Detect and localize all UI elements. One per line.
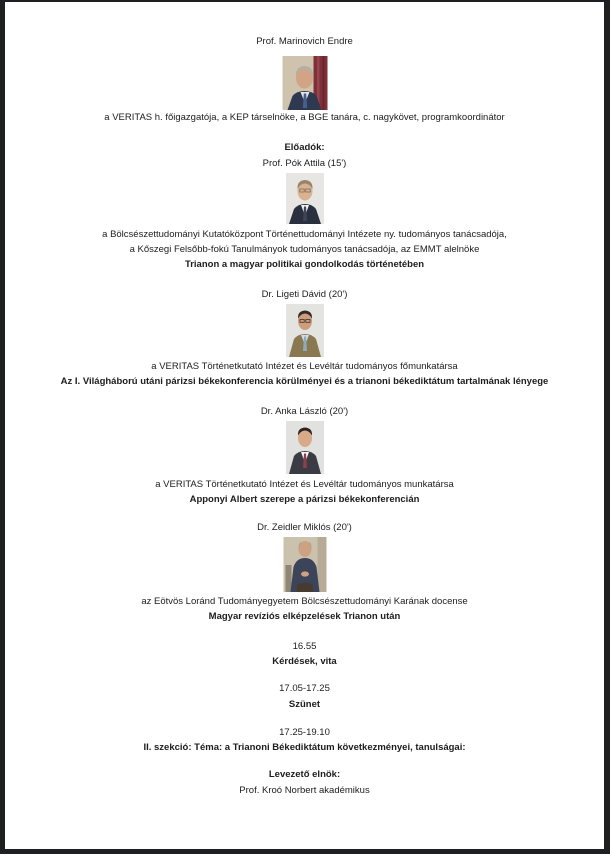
speaker-affiliation-line: a Bölcsészettudományi Kutatóközpont Történettudományi Intézete ny. tudományos tanácsadója, (102, 229, 507, 240)
speaker-name-pok-attila: Prof. Pók Attila (15') (262, 158, 347, 169)
schedule-time: 17.25-19.10 (279, 727, 330, 738)
speaker-name-ligeti-david: Dr. Ligeti Dávid (20') (261, 289, 348, 300)
schedule-event: II. szekció: Téma: a Trianoni Békediktátum következményei, tanulságai: (143, 742, 466, 753)
speaker-photo-anka-laszlo (286, 421, 324, 474)
talk-title-anka-laszlo: Apponyi Albert szerepe a párizsi békekonferencián (189, 494, 420, 505)
schedule-event: Szünet (288, 699, 321, 710)
moderator-name: Prof. Marinovich Endre (256, 36, 353, 47)
closing-chair-heading: Levezető elnök: (268, 769, 341, 780)
portrait-zeidler-miklos-image (283, 537, 326, 592)
document-page (5, 2, 604, 849)
talk-title-zeidler-miklos: Magyar revíziós elképzelések Trianon után (208, 611, 401, 622)
speaker-photo-pok-attila (286, 173, 324, 224)
speaker-affiliation-line: az Eötvös Loránd Tudományegyetem Bölcsészettudományi Karának docense (141, 596, 468, 607)
schedule-time: 16.55 (292, 641, 317, 652)
schedule-event: Kérdések, vita (272, 656, 337, 667)
portrait-marinovich-endre-image (282, 56, 327, 110)
talk-title-ligeti-david: Az I. Világháború utáni párizsi békekonferencia körülményei és a trianoni békediktátum tartalmának lényege (60, 376, 549, 387)
speaker-name-zeidler-miklos: Dr. Zeidler Miklós (20') (257, 522, 352, 533)
moderator-affiliation: a VERITAS h. főigazgatója, a KEP társelnöke, a BGE tanára, c. nagykövet, programkoordinátor (104, 112, 505, 123)
speaker-photo-zeidler-miklos (283, 537, 326, 592)
moderator-photo (282, 56, 327, 110)
speaker-name-anka-laszlo: Dr. Anka László (20') (260, 406, 349, 417)
speaker-affiliation-line: a VERITAS Történetkutató Intézet és Levéltár tudományos főmunkatársa (151, 361, 458, 372)
speaker-affiliation-line: a VERITAS Történetkutató Intézet és Levéltár tudományos munkatársa (155, 479, 454, 490)
schedule-time: 17.05-17.25 (279, 683, 330, 694)
talk-title-pok-attila: Trianon a magyar politikai gondolkodás történetében (184, 259, 425, 270)
portrait-pok-attila-image (286, 173, 324, 224)
portrait-anka-laszlo-image (286, 421, 324, 474)
speaker-affiliation-line: a Kőszegi Felsőbb-fokú Tanulmányok tudományos tanácsadója, az EMMT alelnöke (129, 244, 480, 255)
speaker-photo-ligeti-david (286, 304, 324, 357)
closing-chair-name: Prof. Kroó Norbert akadémikus (239, 785, 370, 796)
speakers-heading: Előadók: (284, 142, 325, 153)
portrait-ligeti-david-image (286, 304, 324, 357)
